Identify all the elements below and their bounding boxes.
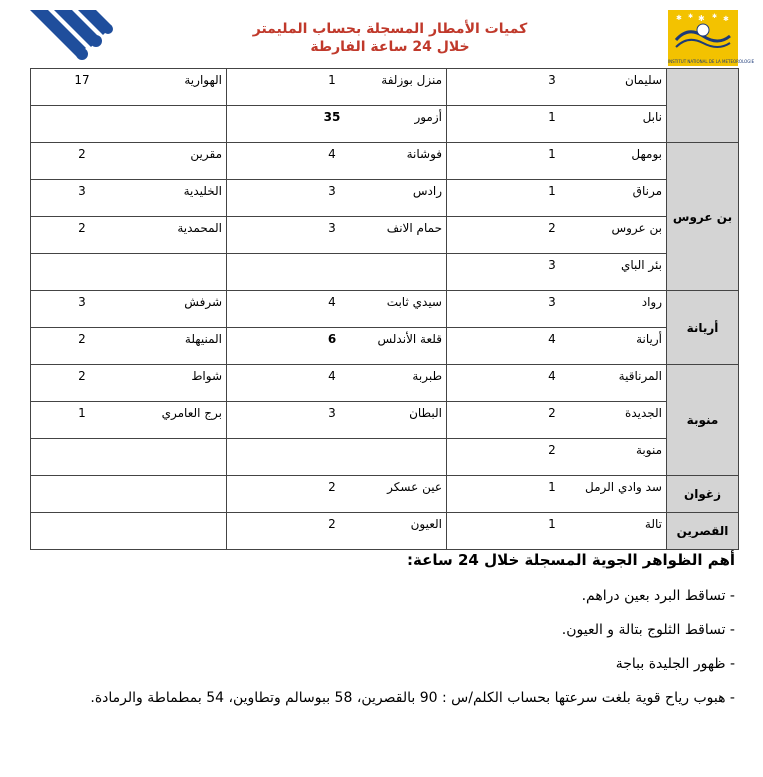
station-cell	[227, 217, 447, 254]
station-cell	[447, 328, 667, 365]
svg-text:✱: ✱	[688, 13, 694, 20]
rainfall-value: 3	[328, 221, 336, 235]
station-name: فوشانة	[406, 147, 442, 161]
station-name: الهوارية	[184, 73, 222, 87]
station-cell	[31, 291, 227, 328]
rainfall-value: 35	[323, 110, 341, 124]
rainfall-value: 6	[327, 332, 337, 346]
governorate-cell: أريانة	[667, 291, 739, 365]
station-name: رواد	[641, 295, 662, 309]
station-cell	[447, 143, 667, 180]
rainfall-value: 1	[78, 406, 86, 420]
rainfall-value: 3	[328, 184, 336, 198]
station-cell	[227, 513, 447, 550]
rainfall-value: 2	[78, 221, 86, 235]
station-cell	[31, 328, 227, 365]
station-name: الجديدة	[625, 406, 662, 420]
table-row	[31, 254, 739, 291]
rainfall-value: 4	[548, 332, 556, 346]
svg-text:✱: ✱	[712, 13, 718, 20]
rainfall-value: 3	[328, 406, 336, 420]
rainfall-value: 17	[74, 73, 90, 87]
station-name: شرفش	[184, 295, 222, 309]
station-cell	[227, 365, 447, 402]
rainfall-value: 1	[328, 73, 336, 87]
station-cell	[31, 513, 227, 550]
station-cell	[31, 69, 227, 106]
rainfall-value: 1	[548, 110, 556, 124]
station-cell	[31, 476, 227, 513]
station-name: العيون	[410, 517, 442, 531]
station-name: بومهل	[631, 147, 662, 161]
rainfall-value: 1	[548, 147, 556, 161]
logo-caption: INSTITUT NATIONAL DE LA METEOROLOGIE	[668, 59, 755, 64]
station-name: مرناق	[632, 184, 662, 198]
station-cell	[227, 439, 447, 476]
logo-stripes-icon	[30, 10, 116, 70]
station-name: سيدي ثابت	[386, 295, 442, 309]
table-row	[31, 439, 739, 476]
station-cell	[227, 254, 447, 291]
table-row	[31, 217, 739, 254]
rainfall-value: 2	[78, 369, 86, 383]
station-cell	[447, 513, 667, 550]
governorate-cell: القصرين	[667, 513, 739, 550]
station-cell	[227, 328, 447, 365]
rainfall-value: 2	[548, 443, 556, 457]
station-cell	[227, 291, 447, 328]
rainfall-value: 1	[548, 480, 556, 494]
rainfall-value: 4	[328, 369, 336, 383]
table-row	[31, 328, 739, 365]
sun-wave-icon	[668, 10, 738, 58]
rainfall-value: 1	[548, 184, 556, 198]
station-cell	[447, 476, 667, 513]
station-name: المحمدية	[177, 221, 222, 235]
station-name: أريانة	[636, 332, 662, 346]
station-cell	[31, 217, 227, 254]
station-cell	[31, 365, 227, 402]
station-cell	[447, 106, 667, 143]
weather-notes	[25, 548, 735, 708]
rainfall-value: 2	[328, 517, 336, 531]
station-name: بن عروس	[611, 221, 662, 235]
table-row	[31, 365, 739, 402]
station-name: الخليدية	[183, 184, 222, 198]
rainfall-value: 3	[548, 295, 556, 309]
rainfall-value: 3	[548, 73, 556, 87]
rainfall-value: 2	[78, 147, 86, 161]
station-name: المنيهلة	[184, 332, 222, 346]
station-name: منوبة	[635, 443, 662, 457]
station-name: أزمور	[414, 110, 442, 124]
station-name: قلعة الأندلس	[377, 332, 442, 346]
station-cell	[227, 180, 447, 217]
note-item: - ظهور الجليدة بباجة	[615, 656, 735, 672]
table-row	[31, 69, 739, 106]
station-cell	[447, 439, 667, 476]
table-row	[31, 513, 739, 550]
rainfall-value: 1	[548, 517, 556, 531]
governorate-cell: منوبة	[667, 365, 739, 476]
station-cell	[227, 106, 447, 143]
station-cell	[31, 143, 227, 180]
rainfall-value: 4	[328, 147, 336, 161]
table-row	[31, 106, 739, 143]
station-cell	[31, 402, 227, 439]
rainfall-value: 3	[548, 258, 556, 272]
station-name: شواط	[191, 369, 222, 383]
rainfall-value: 2	[78, 332, 86, 346]
station-name: منزل بوزلفة	[381, 73, 442, 87]
station-name: رادس	[412, 184, 442, 198]
station-cell	[227, 143, 447, 180]
note-item: - تساقط البرد بعين دراهم.	[581, 588, 735, 604]
station-cell	[447, 254, 667, 291]
institute-logo	[668, 10, 755, 66]
governorate-cell	[667, 69, 739, 143]
station-name: مقرين	[190, 147, 222, 161]
rainfall-value: 3	[78, 295, 86, 309]
station-cell	[31, 106, 227, 143]
station-name: بئر الباي	[620, 258, 662, 272]
station-cell	[447, 180, 667, 217]
rainfall-value: 4	[328, 295, 336, 309]
table-row	[31, 476, 739, 513]
station-name: برج العامري	[161, 406, 222, 420]
station-cell	[31, 254, 227, 291]
title-line-1: كميات الأمطار المسجلة بحساب المليمتر	[252, 21, 528, 37]
station-name: المرناقية	[618, 369, 662, 383]
station-name: عين عسكر	[387, 480, 442, 494]
table-row	[31, 143, 739, 180]
governorate-cell: بن عروس	[667, 143, 739, 291]
station-cell	[447, 365, 667, 402]
rainfall-value: 2	[328, 480, 336, 494]
station-name: تالة	[644, 517, 662, 531]
svg-text:✱: ✱	[723, 15, 729, 23]
rainfall-value: 4	[548, 369, 556, 383]
svg-text:✱: ✱	[676, 14, 682, 22]
station-cell	[447, 217, 667, 254]
table-row	[31, 180, 739, 217]
note-item: - هبوب رياح قوية بلغت سرعتها بحساب الكلم/س : 90 بالقصرين، 58 ببوسالم وتطاوين، 54 بمطماطة والرمادة.	[90, 690, 735, 706]
title-line-2: خلال 24 ساعة الفارطة	[310, 39, 470, 55]
station-cell	[227, 476, 447, 513]
station-cell	[447, 69, 667, 106]
station-name: طبربة	[412, 369, 442, 383]
station-cell	[31, 180, 227, 217]
station-name: نابل	[642, 110, 662, 124]
station-cell	[447, 291, 667, 328]
rainfall-value: 2	[548, 221, 556, 235]
rainfall-value: 2	[548, 406, 556, 420]
station-cell	[447, 402, 667, 439]
station-name: سليمان	[624, 73, 662, 87]
table-row	[31, 291, 739, 328]
table-row	[31, 402, 739, 439]
governorate-cell: زغوان	[667, 476, 739, 513]
station-cell	[227, 69, 447, 106]
page-title	[240, 20, 540, 56]
note-item: - تساقط الثلوج بتالة و العيون.	[561, 622, 735, 638]
rainfall-value: 3	[78, 184, 86, 198]
station-name: سد وادي الرمل	[585, 480, 662, 494]
station-name: البطان	[409, 406, 442, 420]
svg-text:✱: ✱	[698, 14, 705, 23]
station-name: حمام الانف	[386, 221, 442, 235]
rainfall-table	[30, 68, 739, 550]
notes-heading: أهم الظواهر الجوية المسجلة خلال 24 ساعة:	[407, 551, 735, 569]
station-cell	[31, 439, 227, 476]
station-cell	[227, 402, 447, 439]
